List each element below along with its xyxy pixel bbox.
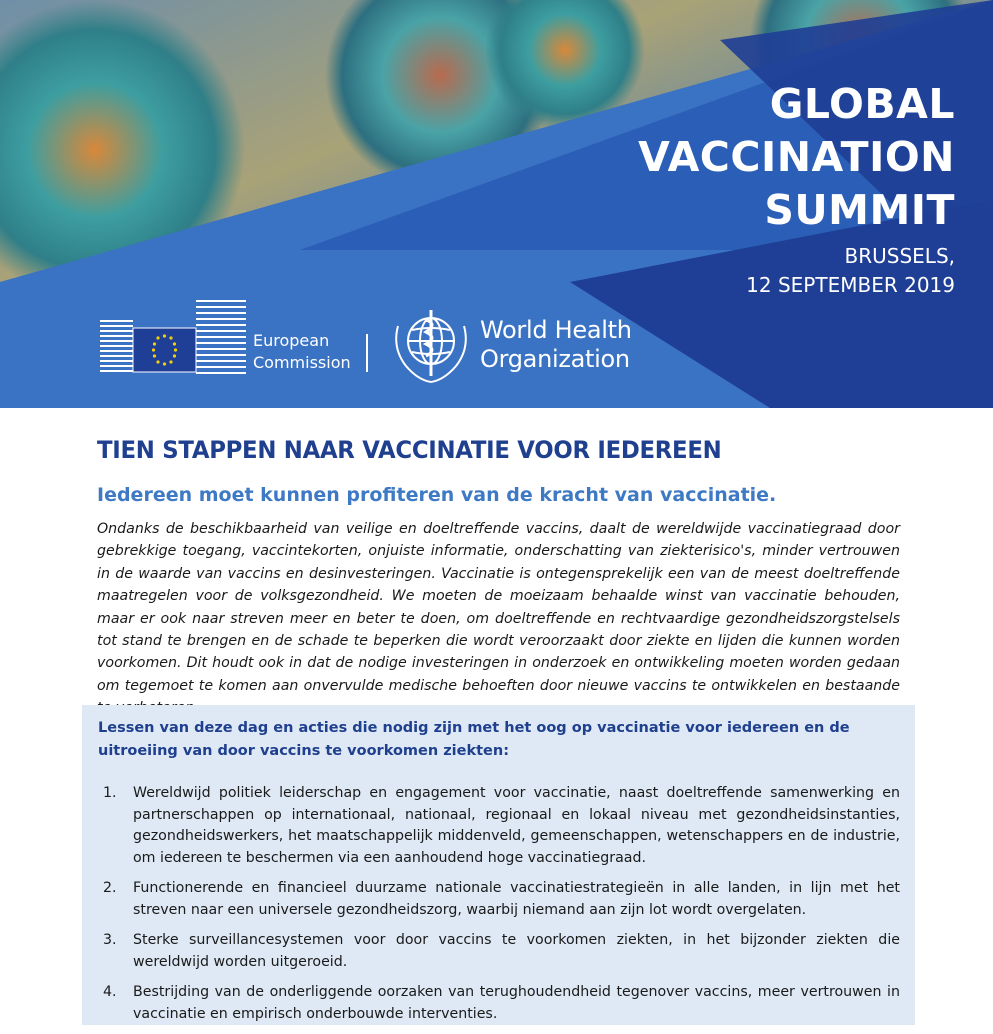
step-number: 4. <box>103 984 117 1000</box>
who-label-line: World Health <box>480 316 632 344</box>
summit-location-date <box>635 242 955 300</box>
page-title: TIEN STAPPEN NAAR VACCINATIE VOOR IEDEREEN <box>97 436 722 464</box>
lessons-box <box>82 705 915 1025</box>
summit-banner <box>0 0 993 408</box>
step-number: 2. <box>103 880 117 896</box>
step-text: Bestrijding van de onderliggende oorzaken van terughoudendheid tegenover vaccins, meer vertrouwen in vaccinatie en empirisch onderbouwde interventies. <box>133 984 900 1022</box>
ec-label-line: Commission <box>253 353 351 372</box>
summit-title-line: GLOBAL <box>769 80 955 128</box>
summit-city: BRUSSELS, <box>844 244 955 268</box>
logo-divider <box>366 334 368 372</box>
step-number: 3. <box>103 932 117 948</box>
step-text: Functionerende en financieel duurzame nationale vaccinatiestrategieën in alle landen, in lijn met het streven naar een universele gezondheidszorg, waarbij niemand aan zijn lot wordt overgelaten. <box>133 880 900 918</box>
summit-date: 12 SEPTEMBER 2019 <box>746 273 955 297</box>
european-commission-logo-icon <box>100 300 250 374</box>
steps-list <box>82 783 915 1034</box>
european-commission-label <box>253 330 351 374</box>
who-label <box>480 316 632 374</box>
list-item <box>82 930 915 973</box>
summit-title-line: SUMMIT <box>764 186 955 234</box>
summit-title <box>535 78 955 237</box>
world-health-organization-emblem-icon <box>390 304 472 386</box>
who-label-line: Organization <box>480 345 630 373</box>
page-subtitle: Iedereen moet kunnen profiteren van de kracht van vaccinatie. <box>97 484 777 506</box>
list-item <box>82 783 915 869</box>
partner-logos <box>100 300 660 382</box>
ec-label-line: European <box>253 331 330 350</box>
step-number: 1. <box>103 785 117 801</box>
intro-paragraph: Ondanks de beschikbaarheid van veilige en doeltreffende vaccins, daalt de wereldwijde vaccinatiegraad door gebrekkige toegang, vaccintekorten, onjuiste informatie, onderschatting van ziekterisico's, minder vertrouwen in de waarde van vaccins en desinvesteringen. Vaccinatie is ontegensprekelijk een van de meest doeltreffende maatregelen voor de volksgezondheid. We moeten de moeizaam behaalde winst van vaccinatie behouden, maar er ook naar streven meer en beter te doen, om doeltreffende en rechtvaardige gezondheidszorgstelsels tot stand te brengen en de schade te beperken die wordt veroorzaakt door ziekte en lijden die kunnen worden voorkomen. Dit houdt ook in dat de nodige investeringen in onderzoek en ontwikkeling moeten worden gedaan om tegemoet te komen aan onvervulde medische behoeften door nieuwe vaccins te ontwikkelen en bestaande <box>97 521 900 694</box>
step-text: Wereldwijd politiek leiderschap en engagement voor vaccinatie, naast doeltreffende samenwerking en partnerschappen op internationaal, nationaal, regionaal en lokaal niveau met gezondheidsinstanties, gezondheidswerkers, het maatschappelijk middenveld, gemeenschappen, wetenschappers en de industrie, om iedereen te beschermen via een aanhoudend hoge vaccinatiegraad. <box>133 785 900 866</box>
list-item <box>82 982 915 1025</box>
list-item <box>82 878 915 921</box>
step-text: Sterke surveillancesystemen voor door vaccins te voorkomen ziekten, in het bijzonder ziekten die wereldwijd worden uitgeroeid. <box>133 932 900 970</box>
lessons-heading: Lessen van deze dag en acties die nodig zijn met het oog op vaccinatie voor iedereen en de uitroeiing van door vaccins te voorkomen ziekten: <box>98 720 850 759</box>
summit-title-line: VACCINATION <box>638 133 955 181</box>
